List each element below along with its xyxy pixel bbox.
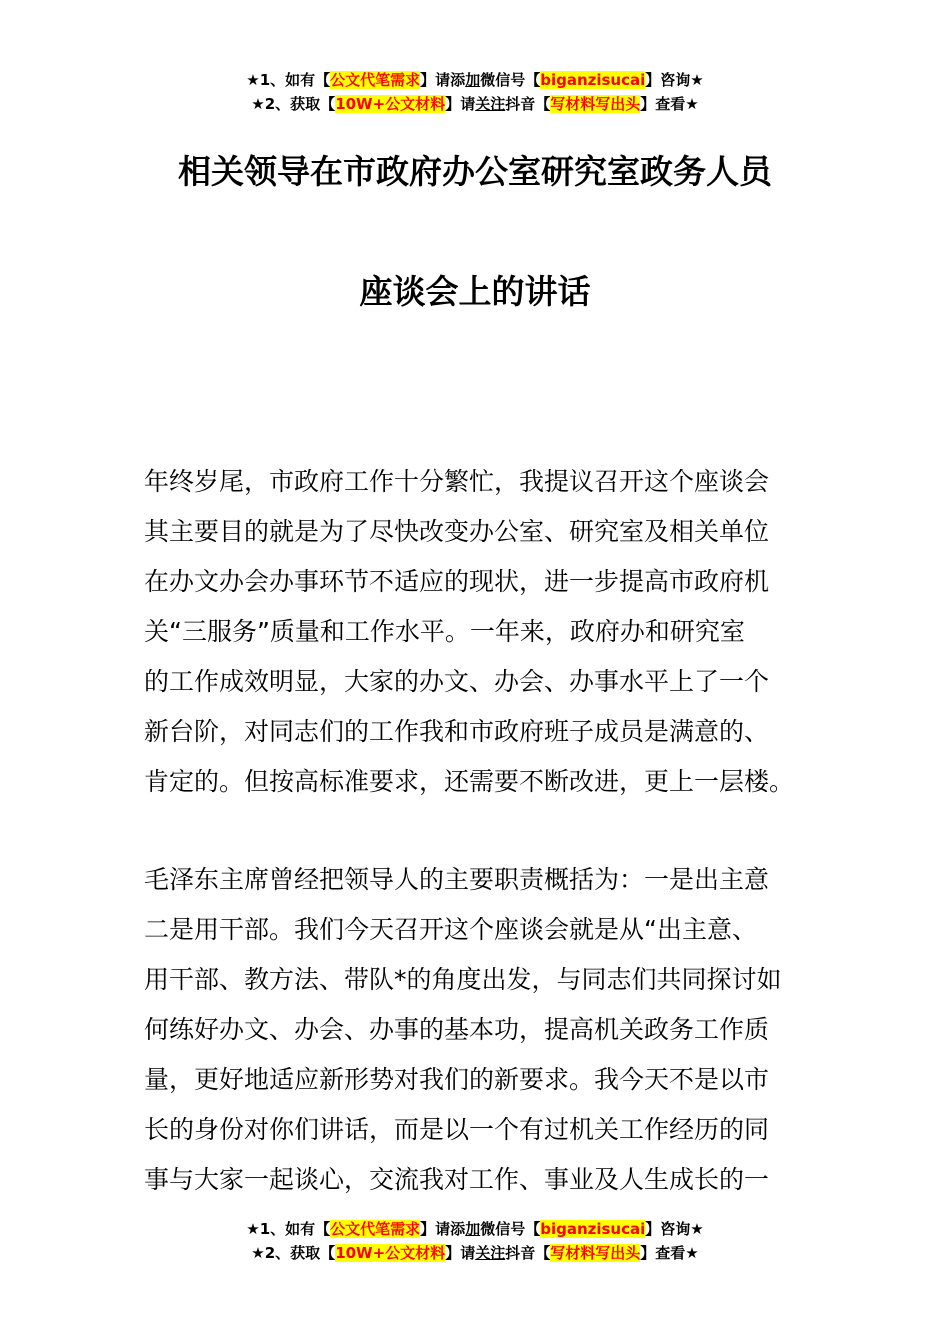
banner-text: ★2、获取【 [251,95,336,113]
paragraph-line: 用干部、教方法、带队*的角度出发，与同志们共同探讨如 [144,965,782,994]
banner-highlight: biganzisucai [540,71,646,89]
header-banner [0,68,950,116]
banner-underlined-text: 关注 [475,95,506,113]
banner-line-2 [0,1241,950,1265]
banner-text: 】查看★ [640,1244,699,1262]
paragraph-line: 肯定的。但按高标准要求，还需要不断改进，更上一层楼。 [144,767,795,796]
banner-text: 微信号【 [480,1220,541,1238]
banner-text: 】请添 [420,1220,466,1238]
body-paragraph-2 [144,855,814,1205]
banner-text: 】咨询★ [645,1220,704,1238]
banner-highlight: 写材料写出头 [550,95,641,113]
footer-banner [0,1217,950,1265]
paragraph-line: 其主要目的就是为了尽快改变办公室、研究室及相关单位 [144,517,770,546]
banner-text: ★2、获取【 [251,1244,336,1262]
document-title-line-1: 相关领导在市政府办公室研究室政务人员 [178,152,772,191]
paragraph-line: 关“三服务”质量和工作水平。一年来，政府办和研究室 [144,617,745,646]
banner-text: 】请 [445,95,476,113]
banner-underlined-text: 加 [465,1220,481,1238]
banner-text: 微信号【 [480,71,541,89]
banner-underlined-text: 加 [465,71,481,89]
banner-text: 】查看★ [640,95,699,113]
paragraph-line: 的工作成效明显，大家的办文、办会、办事水平上了一个 [144,667,770,696]
banner-text: ★1、如有【 [246,71,331,89]
banner-highlight: biganzisucai [540,1220,646,1238]
paragraph-line: 在办文办会办事环节不适应的现状，进一步提高市政府机 [144,567,770,596]
paragraph-line: 长的身份对你们讲话，而是以一个有过机关工作经历的同 [144,1115,770,1144]
banner-text: 抖音【 [505,1244,551,1262]
banner-text: 抖音【 [505,95,551,113]
paragraph-line: 事与大家一起谈心，交流我对工作、事业及人生成长的一 [144,1165,770,1194]
document-title-line-2: 座谈会上的讲话 [359,272,591,311]
banner-text: 】请添 [420,71,466,89]
paragraph-line: 二是用干部。我们今天召开这个座谈会就是从“出主意、 [144,915,757,944]
paragraph-line: 年终岁尾，市政府工作十分繁忙，我提议召开这个座谈会 [144,467,770,496]
paragraph-line: 量，更好地适应新形势对我们的新要求。我今天不是以市 [144,1065,770,1094]
banner-highlight: 10W+公文材料 [335,1244,446,1262]
banner-line-1 [0,68,950,92]
banner-highlight: 公文代笔需求 [330,71,421,89]
banner-underlined-text: 关注 [475,1244,506,1262]
paragraph-line: 新台阶，对同志们的工作我和市政府班子成员是满意的、 [144,717,770,746]
banner-text: ★1、如有【 [246,1220,331,1238]
banner-highlight: 写材料写出头 [550,1244,641,1262]
banner-highlight: 公文代笔需求 [330,1220,421,1238]
banner-text: 】咨询★ [645,71,704,89]
banner-line-2 [0,92,950,116]
paragraph-line: 何练好办文、办会、办事的基本功，提高机关政务工作质 [144,1015,770,1044]
banner-text: 】请 [445,1244,476,1262]
body-paragraph-1 [144,457,814,807]
banner-highlight: 10W+公文材料 [335,95,446,113]
paragraph-line: 毛泽东主席曾经把领导人的主要职责概括为：一是出主意 [144,865,770,894]
banner-line-1 [0,1217,950,1241]
